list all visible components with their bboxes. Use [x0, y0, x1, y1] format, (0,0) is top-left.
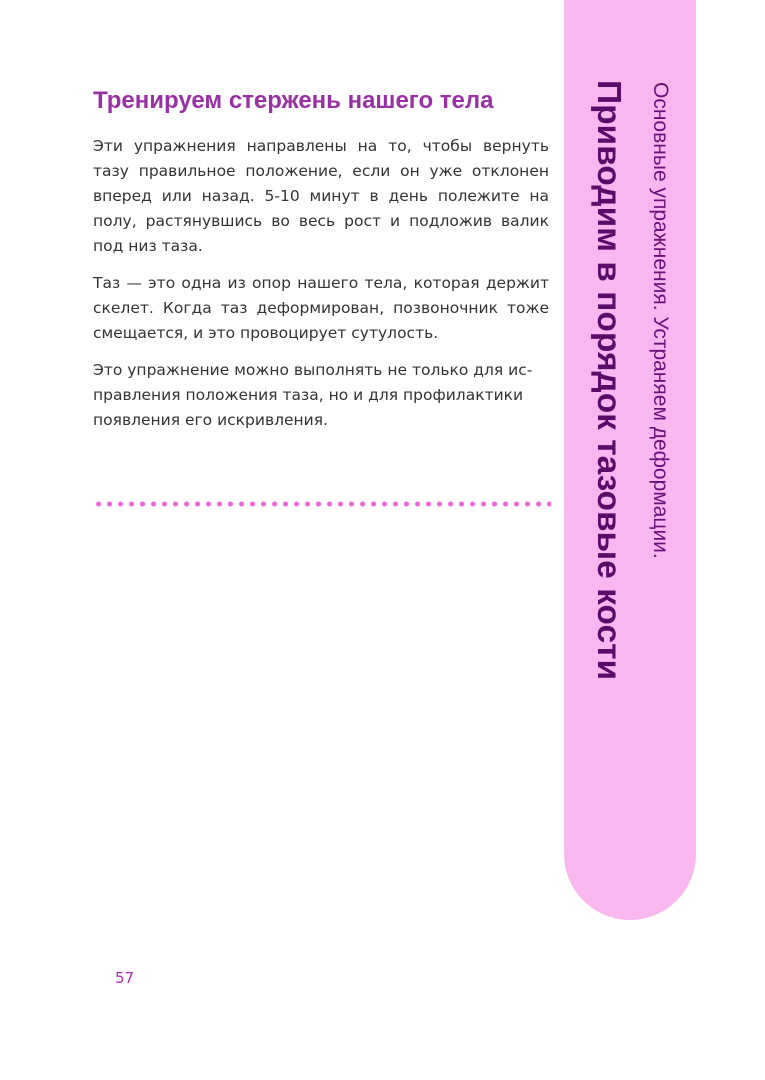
- dotted-divider: [93, 500, 551, 508]
- paragraph-3: Это упражнение можно выполнять не только для исправления положения таза, но и для профилактики появления его искривления.: [93, 361, 533, 429]
- page-number: 57: [115, 969, 135, 987]
- paragraph-2: Таз — это одна из опор нашего тела, которая держит скелет. Когда таз деформирован, позвоночник тоже смещается, и это провоцирует сутулость.: [93, 274, 549, 342]
- chapter-title: Приводим в порядок тазовые кости: [590, 80, 627, 681]
- chapter-side-tab: [564, 0, 696, 920]
- paragraph-1: Эти упражнения направлены на то, чтобы вернуть тазу правильное положение, если он уже отклонен вперед или назад. 5-10 минут в день полежите на полу, растянувшись во весь рост и подложив валик под низ таза.: [93, 137, 549, 255]
- chapter-subtitle: Основные упражнения. Устраняем деформации.: [649, 82, 672, 559]
- section-heading: Тренируем стержень нашего тела: [93, 87, 494, 114]
- body-text: [93, 134, 549, 445]
